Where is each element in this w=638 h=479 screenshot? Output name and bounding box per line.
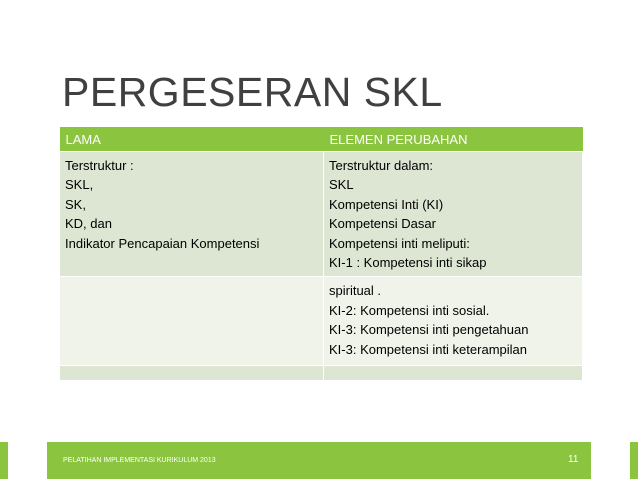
- slide-title: PERGESERAN SKL: [62, 69, 443, 115]
- table-row: [60, 152, 583, 277]
- comparison-table: [59, 127, 583, 380]
- cell-line: Kompetensi Dasar: [329, 216, 436, 232]
- cell-line: SKL,: [65, 177, 94, 193]
- table-cell-lama: [60, 277, 324, 366]
- cell-line: Kompetensi Inti (KI): [329, 196, 444, 212]
- cell-line: Terstruktur :: [65, 158, 134, 173]
- footer-label: PELATIHAN IMPLEMENTASI KURIKULUM 2013: [63, 457, 216, 464]
- table-cell-lama: [60, 152, 324, 277]
- cell-line: spiritual .: [329, 283, 382, 299]
- table-cell-elemen: [324, 152, 583, 277]
- page-number: 11: [568, 454, 579, 465]
- cell-line: KI-1 : Kompetensi inti sikap: [329, 255, 487, 271]
- cell-line: Terstruktur dalam:: [329, 158, 434, 173]
- table-cell-elemen: [324, 366, 583, 381]
- cell-line: SKL: [329, 177, 354, 193]
- table-cell-elemen: [324, 277, 583, 366]
- table-cell-lama: [60, 366, 324, 381]
- footer-left-accent: [0, 442, 8, 479]
- footer-right-accent: [630, 442, 638, 479]
- table-row: [60, 366, 583, 381]
- cell-line: KI-3: Kompetensi inti pengetahuan: [329, 322, 529, 338]
- top-bar: [0, 0, 638, 18]
- cell-line: KD, dan: [65, 216, 112, 232]
- cell-line: Indikator Pencapaian Kompetensi: [65, 235, 260, 251]
- column-header-lama: LAMA: [60, 127, 324, 152]
- table-row: [60, 277, 583, 366]
- cell-line: KI-2: Kompetensi inti sosial.: [329, 302, 490, 318]
- column-header-elemen-perubahan: ELEMEN PERUBAHAN: [324, 127, 583, 152]
- cell-line: Kompetensi inti meliputi:: [329, 235, 470, 251]
- table-header-row: [60, 127, 583, 152]
- cell-line: KI-3: Kompetensi inti keterampilan: [329, 341, 527, 357]
- cell-line: SK,: [65, 196, 86, 212]
